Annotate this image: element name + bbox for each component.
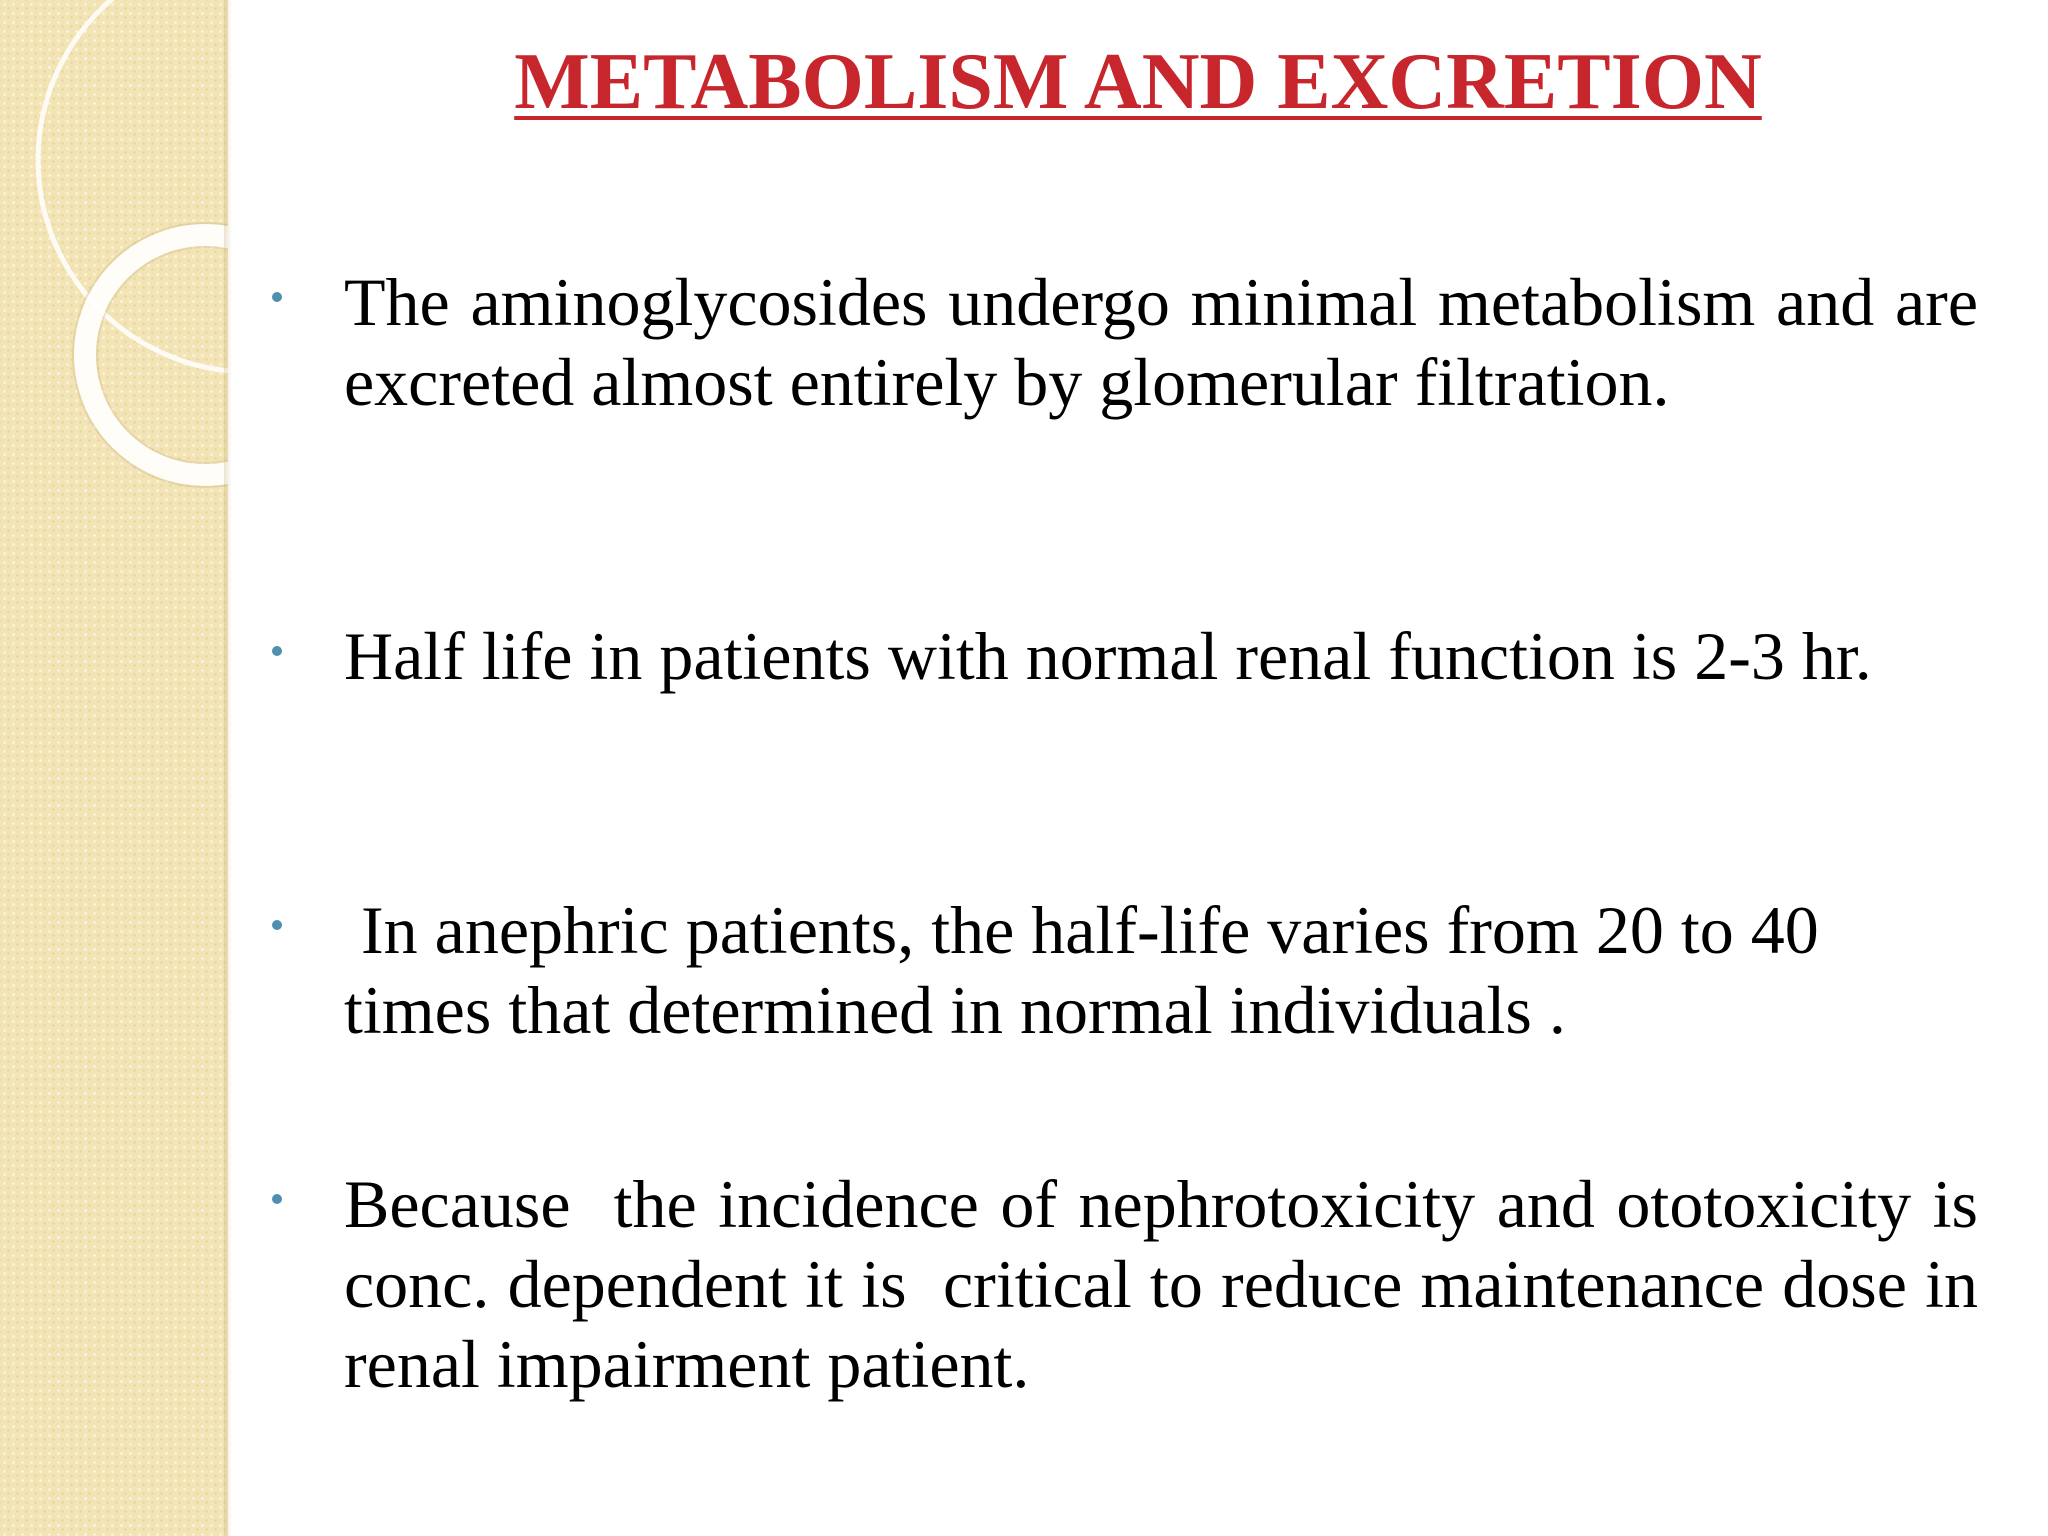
bullet-text-2: Half life in patients with normal renal function is 2-3 hr. [344,618,1872,694]
slide-title-text: METABOLISM AND EXCRETION [514,38,1762,126]
bullet-dot [272,1194,282,1204]
bullet-text-4: Because the incidence of nephrotoxicity and ototoxicity is conc. dependent it is critical to reduce maintenance dose in renal impairment patient. [344,1166,1995,1402]
bullet-dot [272,920,282,930]
bullet-dot [272,292,282,302]
bullet-text-1: The aminoglycosides undergo minimal metabolism and are excreted almost entirely by glomerular filtration. [344,264,1978,420]
bullet-text-3: In anephric patients, the half-life varies from 20 to 40 times that determined in normal individuals . [344,892,1836,1048]
bullet-dot [272,646,282,656]
slide-title [228,38,2048,126]
decorative-side-panel [0,0,228,1536]
decorative-rings-graphic [0,0,228,600]
side-panel-edge [224,0,232,1536]
